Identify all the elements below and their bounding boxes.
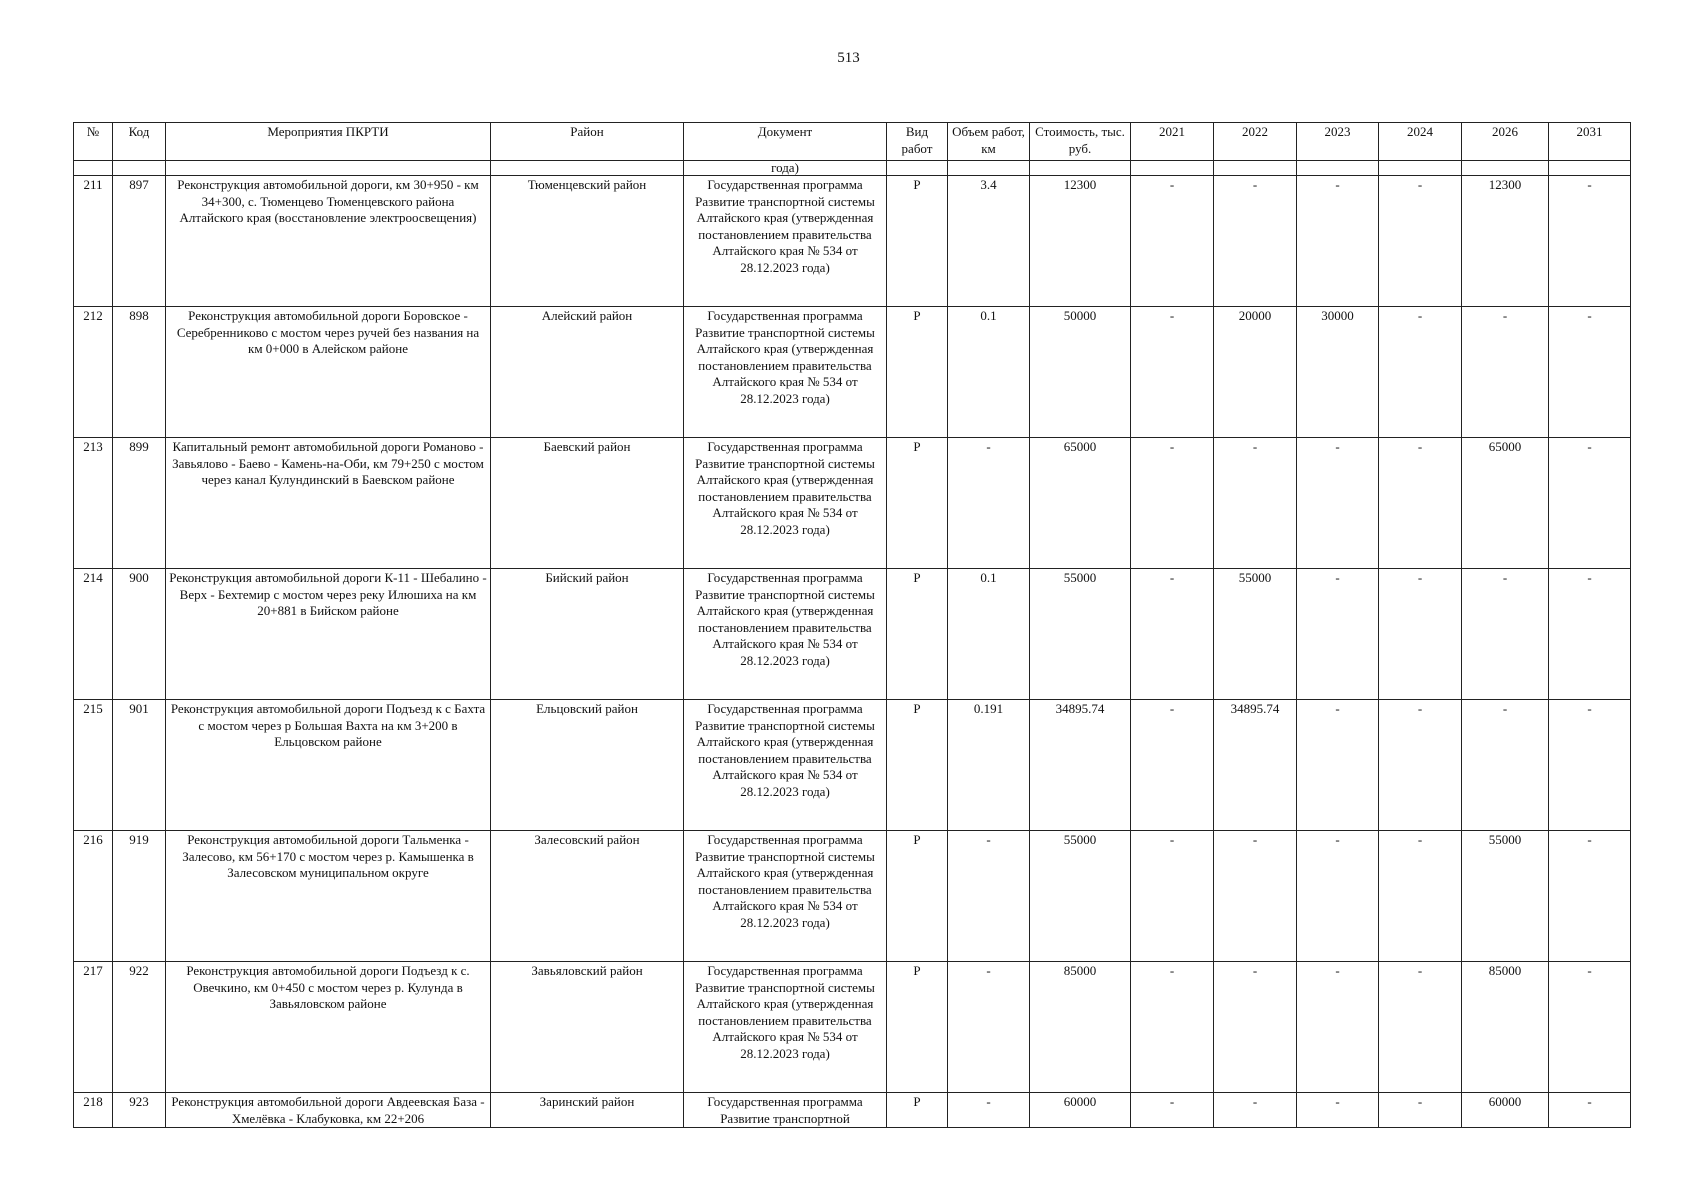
cell-no: 217 <box>74 962 113 1093</box>
cell-2022: - <box>1214 1093 1297 1128</box>
cell-work-type: Р <box>887 831 948 962</box>
cell-no: 215 <box>74 700 113 831</box>
cell-volume: 3.4 <box>948 176 1030 307</box>
cell-2031: - <box>1549 1093 1631 1128</box>
cell-2026: 60000 <box>1462 1093 1549 1128</box>
header-work-type: Вид работ <box>887 123 948 161</box>
cell-document: Государственная программа Развитие транспортной системы Алтайского края (утвержденная постановлением правительства Алтайского края № 534 от 28.12.2023 года) <box>684 176 887 307</box>
header-2024: 2024 <box>1379 123 1462 161</box>
cell-2021: - <box>1131 438 1214 569</box>
cell-2024: - <box>1379 307 1462 438</box>
cell-no: 214 <box>74 569 113 700</box>
cell-2022: 34895.74 <box>1214 700 1297 831</box>
cell-document: Государственная программа Развитие транспортной системы Алтайского края (утвержденная постановлением правительства Алтайского края № 534 от 28.12.2023 года) <box>684 307 887 438</box>
cell-work-type: Р <box>887 1093 948 1128</box>
cell-code: 897 <box>113 176 166 307</box>
cell-no: 218 <box>74 1093 113 1128</box>
cell-code: 923 <box>113 1093 166 1128</box>
pkrti-table <box>73 122 1631 1128</box>
header-district: Район <box>491 123 684 161</box>
cell-document: Государственная программа Развитие транспортной системы Алтайского края (утвержденная постановлением правительства Алтайского края № 534 от 28.12.2023 года) <box>684 831 887 962</box>
cell-document: Государственная программа Развитие транспортной системы Алтайского края (утвержденная постановлением правительства Алтайского края № 534 от 28.12.2023 года) <box>684 569 887 700</box>
header-2023: 2023 <box>1297 123 1379 161</box>
cell-district: Тюменцевский район <box>491 176 684 307</box>
cell-2026: 12300 <box>1462 176 1549 307</box>
cell-2031: - <box>1549 700 1631 831</box>
cell-2031: - <box>1549 438 1631 569</box>
cell-code: 919 <box>113 831 166 962</box>
cell-code: 898 <box>113 307 166 438</box>
cell-2022: 20000 <box>1214 307 1297 438</box>
cell-2024: - <box>1379 962 1462 1093</box>
cell-district: Заринский район <box>491 1093 684 1128</box>
cell-2023: - <box>1297 176 1379 307</box>
page-number: 513 <box>837 50 860 66</box>
cell-2024: - <box>1379 569 1462 700</box>
cell-cost: 55000 <box>1030 569 1131 700</box>
cell-2024: - <box>1379 700 1462 831</box>
header-measure: Мероприятия ПКРТИ <box>166 123 491 161</box>
cell-2021: - <box>1131 569 1214 700</box>
cell-2021: - <box>1131 307 1214 438</box>
cell-2022: - <box>1214 176 1297 307</box>
cell-2026: - <box>1462 307 1549 438</box>
cell-2031: - <box>1549 831 1631 962</box>
continuation-row <box>74 161 1631 176</box>
cell-document: Государственная программа Развитие транспортной <box>684 1093 887 1128</box>
cell-2021: - <box>1131 1093 1214 1128</box>
header-document: Документ <box>684 123 887 161</box>
cell-2026: 55000 <box>1462 831 1549 962</box>
cell-cost: 85000 <box>1030 962 1131 1093</box>
table-row <box>74 176 1631 307</box>
table-row <box>74 962 1631 1093</box>
cell-work-type: Р <box>887 307 948 438</box>
cell-district: Залесовский район <box>491 831 684 962</box>
cell-measure: Реконструкция автомобильной дороги, км 30+950 - км 34+300, с. Тюменцево Тюменцевского района Алтайского края (восстановление электроосвещения) <box>166 176 491 307</box>
cell-2023: - <box>1297 569 1379 700</box>
cell-volume: 0.1 <box>948 569 1030 700</box>
cell-2031: - <box>1549 569 1631 700</box>
cell-2031: - <box>1549 176 1631 307</box>
cell-document: Государственная программа Развитие транспортной системы Алтайского края (утвержденная постановлением правительства Алтайского края № 534 от 28.12.2023 года) <box>684 700 887 831</box>
cell-volume: - <box>948 438 1030 569</box>
cell-no: 211 <box>74 176 113 307</box>
cell-2022: 55000 <box>1214 569 1297 700</box>
header-code: Код <box>113 123 166 161</box>
cell-2021: - <box>1131 962 1214 1093</box>
cell-2021: - <box>1131 176 1214 307</box>
cell-2022: - <box>1214 831 1297 962</box>
table-row <box>74 831 1631 962</box>
cell-2022: - <box>1214 438 1297 569</box>
header-2031: 2031 <box>1549 123 1631 161</box>
cell-measure: Реконструкция автомобильной дороги Тальменка - Залесово, км 56+170 с мостом через р. Камышенка в Залесовском муниципальном округе <box>166 831 491 962</box>
cell-measure: Реконструкция автомобильной дороги Подъезд к с. Овечкино, км 0+450 с мостом через р. Кулунда в Завьяловском районе <box>166 962 491 1093</box>
cell-district: Баевский район <box>491 438 684 569</box>
table-row <box>74 700 1631 831</box>
header-2022: 2022 <box>1214 123 1297 161</box>
cell-document: Государственная программа Развитие транспортной системы Алтайского края (утвержденная постановлением правительства Алтайского края № 534 от 28.12.2023 года) <box>684 438 887 569</box>
cell-cost: 60000 <box>1030 1093 1131 1128</box>
table-row <box>74 307 1631 438</box>
cell-work-type: Р <box>887 438 948 569</box>
cell-2024: - <box>1379 831 1462 962</box>
cell-code: 901 <box>113 700 166 831</box>
cell-work-type: Р <box>887 962 948 1093</box>
cell-measure: Реконструкция автомобильной дороги Подъезд к с Бахта с мостом через р Большая Вахта на км 3+200 в Ельцовском районе <box>166 700 491 831</box>
cell-2026: - <box>1462 700 1549 831</box>
cell-no: 212 <box>74 307 113 438</box>
header-2021: 2021 <box>1131 123 1214 161</box>
cell-volume: - <box>948 831 1030 962</box>
cell-code: 900 <box>113 569 166 700</box>
header-2026: 2026 <box>1462 123 1549 161</box>
cell-2026: 65000 <box>1462 438 1549 569</box>
cell-2024: - <box>1379 1093 1462 1128</box>
cell-measure: Реконструкция автомобильной дороги Авдеевская База - Хмелёвка - Клабуковка, км 22+206 <box>166 1093 491 1128</box>
cell-2023: 30000 <box>1297 307 1379 438</box>
header-no: № <box>74 123 113 161</box>
cell-code: 899 <box>113 438 166 569</box>
cell-measure: Капитальный ремонт автомобильной дороги Романово - Завьялово - Баево - Камень-на-Оби, км 79+250 с мостом через канал Кулундинский в Баевском районе <box>166 438 491 569</box>
cell-code: 922 <box>113 962 166 1093</box>
cell-district: Алейский район <box>491 307 684 438</box>
cell-cost: 50000 <box>1030 307 1131 438</box>
cell-district: Завьяловский район <box>491 962 684 1093</box>
cell-volume: 0.191 <box>948 700 1030 831</box>
cell-cost: 65000 <box>1030 438 1131 569</box>
continuation-document: года) <box>684 161 887 176</box>
cell-work-type: Р <box>887 700 948 831</box>
cell-cost: 55000 <box>1030 831 1131 962</box>
cell-no: 213 <box>74 438 113 569</box>
cell-cost: 34895.74 <box>1030 700 1131 831</box>
cell-volume: - <box>948 962 1030 1093</box>
cell-volume: 0.1 <box>948 307 1030 438</box>
cell-2023: - <box>1297 1093 1379 1128</box>
cell-2023: - <box>1297 831 1379 962</box>
cell-2022: - <box>1214 962 1297 1093</box>
cell-2023: - <box>1297 700 1379 831</box>
cell-2021: - <box>1131 700 1214 831</box>
cell-document: Государственная программа Развитие транспортной системы Алтайского края (утвержденная постановлением правительства Алтайского края № 534 от 28.12.2023 года) <box>684 962 887 1093</box>
cell-2024: - <box>1379 438 1462 569</box>
cell-measure: Реконструкция автомобильной дороги Боровское - Серебренниково с мостом через ручей без названия на км 0+000 в Алейском районе <box>166 307 491 438</box>
cell-2031: - <box>1549 962 1631 1093</box>
header-cost: Стоимость, тыс. руб. <box>1030 123 1131 161</box>
cell-no: 216 <box>74 831 113 962</box>
cell-work-type: Р <box>887 176 948 307</box>
table-header-row <box>74 123 1631 161</box>
cell-district: Ельцовский район <box>491 700 684 831</box>
table-row <box>74 1093 1631 1128</box>
cell-district: Бийский район <box>491 569 684 700</box>
table-row <box>74 569 1631 700</box>
header-volume: Объем работ, км <box>948 123 1030 161</box>
cell-cost: 12300 <box>1030 176 1131 307</box>
cell-measure: Реконструкция автомобильной дороги К-11 - Шебалино - Верх - Бехтемир с мостом через реку Илюшиха на км 20+881 в Бийском районе <box>166 569 491 700</box>
cell-work-type: Р <box>887 569 948 700</box>
table-row <box>74 438 1631 569</box>
cell-2021: - <box>1131 831 1214 962</box>
cell-volume: - <box>948 1093 1030 1128</box>
cell-2026: 85000 <box>1462 962 1549 1093</box>
cell-2023: - <box>1297 438 1379 569</box>
cell-2026: - <box>1462 569 1549 700</box>
cell-2023: - <box>1297 962 1379 1093</box>
cell-2031: - <box>1549 307 1631 438</box>
cell-2024: - <box>1379 176 1462 307</box>
